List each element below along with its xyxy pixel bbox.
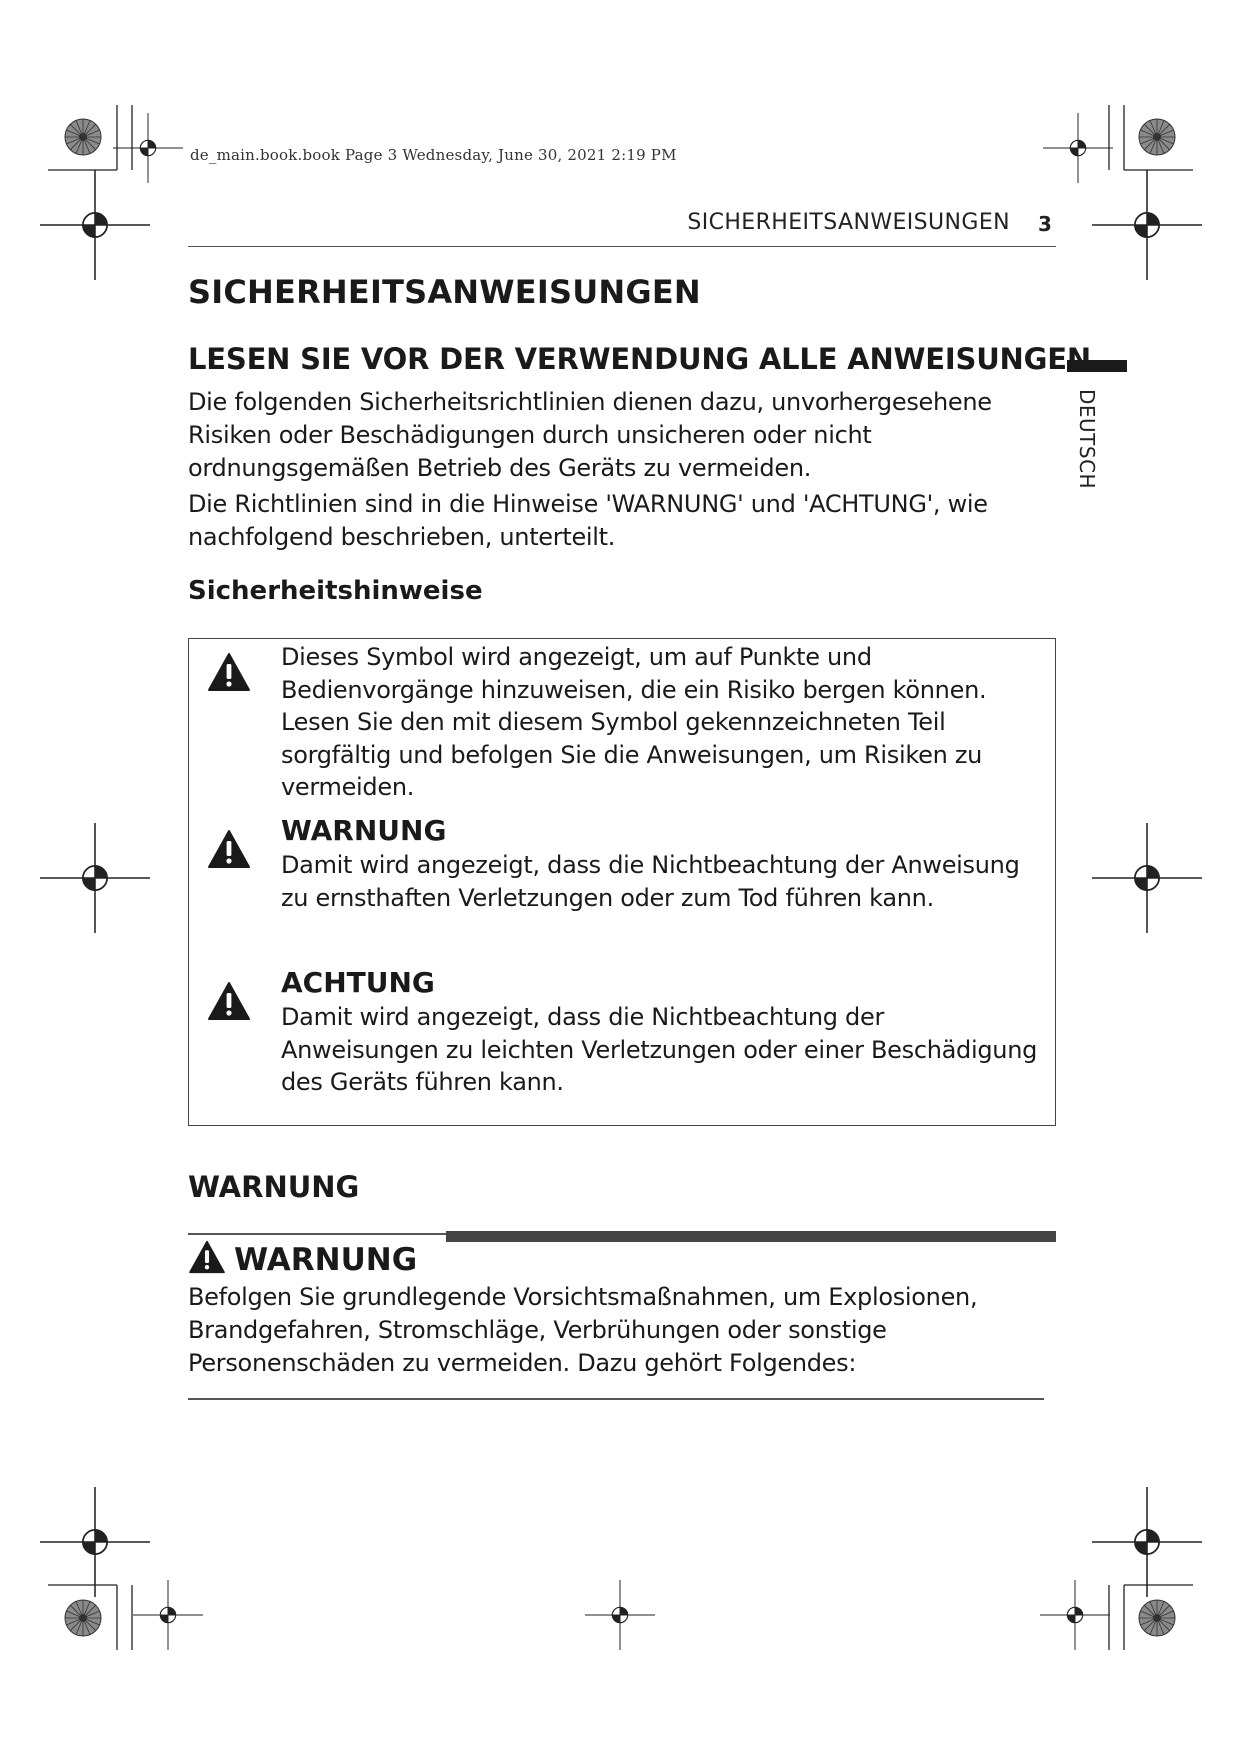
header-rule xyxy=(188,246,1056,247)
warning-section-heading: WARNUNG xyxy=(188,1170,360,1204)
page-number: 3 xyxy=(1038,212,1052,236)
registration-crosshair-icon xyxy=(565,1580,675,1650)
warning-block-label: WARNUNG xyxy=(234,1242,418,1278)
warning-triangle-icon xyxy=(207,652,251,692)
symbol-note-text: Dieses Symbol wird angezeigt, um auf Punkte und Bedienvorgänge hinzuweisen, die ein Risiko bergen können. Lesen Sie den mit diesem Symbol gekennzeichneten Teil sorgfältig und befolgen Sie die Anweisungen, um Risiken zu vermeiden. xyxy=(281,643,987,801)
warning-block-end-rule xyxy=(188,1398,1044,1400)
warning-block-header xyxy=(188,1240,417,1280)
subheading-safety-notes: Sicherheitshinweise xyxy=(188,576,483,606)
running-header-title: SICHERHEITSANWEISUNGEN xyxy=(687,210,1010,235)
warning-block-rule-thin xyxy=(188,1233,446,1235)
warning-block-bar xyxy=(446,1231,1056,1242)
warning-triangle-icon xyxy=(188,1240,226,1274)
language-tab-label: DEUTSCH xyxy=(1075,389,1099,490)
print-slug: de_main.book.book Page 3 Wednesday, June 30, 2021 2:19 PM xyxy=(190,146,677,164)
registration-crosshair-icon xyxy=(113,1580,223,1650)
caution-label: ACHTUNG xyxy=(281,966,435,999)
warning-triangle-icon xyxy=(207,981,251,1021)
warning-text: Damit wird angezeigt, dass die Nichtbeachtung der Anweisung zu ernsthaften Verletzungen oder zum Tod führen kann. xyxy=(281,851,1020,912)
caution-text: Damit wird angezeigt, dass die Nichtbeachtung der Anweisungen zu leichten Verletzungen oder einer Beschädigung des Geräts führen kann. xyxy=(281,1003,1038,1096)
intro-paragraph-1: Die folgenden Sicherheitsrichtlinien dienen dazu, unvorhergesehene Risiken oder Beschädigungen durch unsicheren oder nicht ordnungsgemäßen Betrieb des Geräts zu vermeiden. xyxy=(188,388,992,482)
warning-label: WARNUNG xyxy=(281,814,447,847)
page-title: SICHERHEITSANWEISUNGEN xyxy=(188,273,701,311)
registration-crosshair-icon xyxy=(40,823,150,933)
registration-crosshair-icon xyxy=(1092,823,1202,933)
warning-block-text: Befolgen Sie grundlegende Vorsichtsmaßnahmen, um Explosionen, Brandgefahren, Stromschläge, Verbrühungen oder sonstige Personenschäden zu vermeiden. Dazu gehört Folgendes: xyxy=(188,1283,978,1377)
safety-notice-box xyxy=(188,638,1056,1126)
section-heading: LESEN SIE VOR DER VERWENDUNG ALLE ANWEISUNGEN xyxy=(188,342,1091,376)
intro-paragraph-2: Die Richtlinien sind in die Hinweise 'WARNUNG' und 'ACHTUNG', wie nachfolgend beschrieben, unterteilt. xyxy=(188,490,988,551)
registration-crosshair-icon xyxy=(1020,1580,1130,1650)
registration-crosshair-icon xyxy=(40,170,150,280)
warning-triangle-icon xyxy=(207,829,251,869)
registration-crosshair-icon xyxy=(1092,170,1202,280)
